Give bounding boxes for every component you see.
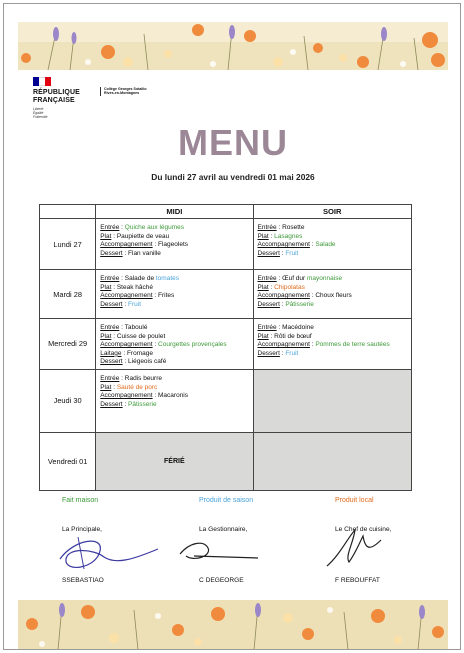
menu-item-category: Dessert [100,300,123,308]
menu-item [100,392,248,401]
menu-item-dish: Fruit [285,249,299,257]
menu-item-category: Dessert [100,358,123,366]
menu-item-dish: Sauté de porc [116,383,158,391]
menu-item-category: Entrée [257,275,277,282]
table-row [40,369,412,432]
menu-item-category: Entrée [257,224,277,231]
menu-item [100,324,248,333]
menu-item-category: Dessert [100,400,123,408]
menu-table [39,204,412,491]
menu-item-category: Accompagnement [100,241,153,249]
menu-item-dish: Steak hâché [116,283,153,291]
day-label: Mardi 28 [40,270,96,319]
menu-item-category: Dessert [100,249,123,257]
midi-cell [96,319,253,370]
menu-item [258,284,408,293]
menu-item-separator: : [119,275,125,282]
menu-item-category: Entrée [100,275,120,282]
menu-item [100,301,248,310]
menu-item-dish: Pommes de terre sautées [315,341,390,349]
menu-item [100,375,248,384]
chef-signature [319,526,392,570]
menu-item [100,292,248,301]
tricolor-flag-icon [33,77,51,86]
day-label: Mercredi 29 [40,319,96,370]
menu-item-dish: Flageolets [158,241,189,249]
menu-item-separator: : [279,349,286,357]
menu-item-dish: Cuisse de poulet [116,332,166,340]
republique-line1: RÉPUBLIQUE [33,89,80,96]
menu-item [258,292,408,301]
menu-item-separator: : [268,332,275,340]
gestionnaire-signature [174,534,264,564]
menu-item-dish: Rôti de bœuf [274,332,312,340]
menu-item-dish: Flan vanille [128,249,161,257]
menu-item [258,333,408,342]
day-label: Vendredi 01 [40,432,96,490]
soir-cell-empty [253,369,412,432]
menu-item [258,275,408,284]
motto-fraternite: Fraternité [33,115,48,119]
menu-item [258,301,408,310]
gestionnaire-name: C DEGEORGE [199,577,244,584]
menu-item-dish: Choux fleurs [315,292,352,300]
menu-item-separator: : [309,241,316,249]
legend-produit-saison: Produit de saison [199,497,254,504]
soir-cell [253,219,412,270]
menu-item-dish: Frites [158,292,175,300]
menu-title: MENU [178,122,288,163]
menu-item-category: Plat [100,283,112,291]
day-label: Jeudi 30 [40,369,96,432]
table-row [40,219,412,270]
menu-item-category: Dessert [257,249,280,257]
menu-item-dish-extra: tomates [155,275,179,282]
soir-cell-empty [253,432,412,490]
menu-item [258,350,408,359]
table-row [40,432,412,490]
menu-item-separator: : [111,283,117,291]
republique-line2: FRANÇAISE [33,97,75,104]
menu-item-dish: Pâtisserie [285,300,314,308]
menu-item [100,350,248,359]
menu-item-dish: Paupiette de veau [116,232,170,240]
menu-item-dish: Taboulé [124,324,148,331]
menu-item-dish: Radis beurre [124,374,162,382]
menu-item [258,341,408,350]
menu-item-dish: Pâtisserie [128,400,157,408]
menu-item [100,275,248,284]
menu-item-category: Entrée [257,324,277,331]
menu-item-category: Entrée [100,324,120,331]
menu-item-category: Plat [257,283,269,291]
menu-item [100,333,248,342]
menu-item-dish: Lasagnes [274,232,303,240]
menu-item-separator: : [152,292,159,300]
menu-item-separator: : [276,324,283,331]
legend-fait-maison: Fait maison [62,497,99,504]
menu-item [258,233,408,242]
menu-item-separator: : [268,232,275,240]
menu-item-category: Dessert [257,349,280,357]
menu-item-category: Accompagnement [257,241,310,249]
midi-cell [96,270,253,319]
floral-banner-bottom [18,600,448,650]
menu-item-category: Accompagnement [257,341,310,349]
menu-item [100,224,248,233]
midi-cell [96,219,253,270]
gestionnaire-label: La Gestionnaire, [199,526,248,533]
menu-item-category: Accompagnement [257,292,310,300]
college-name [100,87,160,96]
menu-item-dish: Quiche aux légumes [124,224,185,231]
menu-item [100,384,248,393]
date-range-subtitle: Du lundi 27 avril au vendredi 01 mai 2026 [151,172,315,182]
menu-item-dish: Fruit [128,300,142,308]
menu-item-separator: : [111,232,117,240]
day-label: Lundi 27 [40,219,96,270]
menu-item [100,284,248,293]
principale-signature [54,529,164,577]
menu-item [258,224,408,233]
menu-item-category: Plat [100,332,112,340]
menu-item [258,241,408,250]
menu-item-category: Dessert [257,300,280,308]
menu-item-separator: : [309,341,316,349]
menu-item-dish: Macédoine [282,324,314,331]
floral-banner-top [18,22,448,70]
holiday-cell: FÉRIÉ [96,432,253,490]
menu-item-category: Plat [100,383,112,391]
menu-item-separator: : [279,249,286,257]
menu-item-separator: : [276,224,283,231]
principale-name: SSEBASTIAO [62,577,104,584]
menu-item-separator: : [111,332,117,340]
flowers-illustration-bottom [18,600,448,650]
menu-item-separator: : [122,358,129,366]
motto-liberte: Liberté [33,107,44,111]
menu-item-dish: Liégeois café [128,358,167,366]
soir-header: SOIR [253,205,412,219]
menu-item-dish: Fromage [126,349,153,357]
menu-item [100,233,248,242]
menu-item-separator: : [279,300,286,308]
menu-item-dish: Rosette [282,224,305,231]
menu-item-dish: Œuf dur [282,275,308,282]
principale-label: La Principale, [62,526,102,533]
menu-item [100,341,248,350]
menu-item-category: Accompagnement [100,392,153,400]
menu-item-separator: : [152,392,159,400]
menu-item-separator: : [276,275,283,282]
soir-cell [253,270,412,319]
menu-item-dish: Chipolatas [274,283,305,291]
menu-item-category: Entrée [100,224,120,231]
menu-item-separator: : [122,300,129,308]
menu-item-separator: : [309,292,316,300]
menu-page [3,3,461,650]
soir-cell [253,319,412,370]
menu-item [100,241,248,250]
menu-item-dish: Salade de [124,275,156,282]
menu-item-separator: : [119,324,125,331]
table-row [40,319,412,370]
menu-item-separator: : [121,349,127,357]
menu-item [258,324,408,333]
college-line2: Rives-en-Montagnes [104,91,140,96]
college-line1: Collège Georges Sotallio [104,87,147,91]
menu-item [258,250,408,259]
menu-item-category: Plat [257,232,269,240]
menu-item-dish: Salade [315,241,336,249]
day-header-cell [40,205,96,219]
table-row [40,270,412,319]
menu-item [100,250,248,259]
menu-item-separator: : [152,241,159,249]
motto-egalite: Égalité [33,111,44,115]
menu-item-category: Laitage [100,349,122,357]
menu-item-category: Plat [100,232,112,240]
menu-item-separator: : [268,283,275,291]
flowers-illustration-top [18,22,448,70]
republique-francaise-logo [33,77,93,119]
menu-item-dish: Macaronis [158,392,188,400]
menu-item-dish: Courgettes provençales [158,341,227,349]
menu-item-separator: : [111,383,117,391]
chef-label: Le Chef de cuisine, [335,526,392,533]
midi-header: MIDI [96,205,253,219]
legend-produit-local: Produit local [335,497,374,504]
menu-item-separator: : [152,341,159,349]
menu-item-dish: Fruit [285,349,299,357]
menu-item-category: Accompagnement [100,341,153,349]
menu-item-separator: : [119,224,125,231]
midi-cell [96,369,253,432]
menu-item-separator: : [119,374,125,382]
menu-item-separator: : [122,400,129,408]
menu-item-dish-extra: mayonnaise [307,275,343,282]
menu-item-category: Accompagnement [100,292,153,300]
menu-item [100,401,248,410]
menu-item [100,358,248,367]
menu-item-category: Entrée [100,374,120,382]
menu-item-separator: : [122,249,129,257]
menu-item-category: Plat [257,332,269,340]
header-row [40,205,412,219]
chef-name: F REBOUFFAT [335,577,380,584]
